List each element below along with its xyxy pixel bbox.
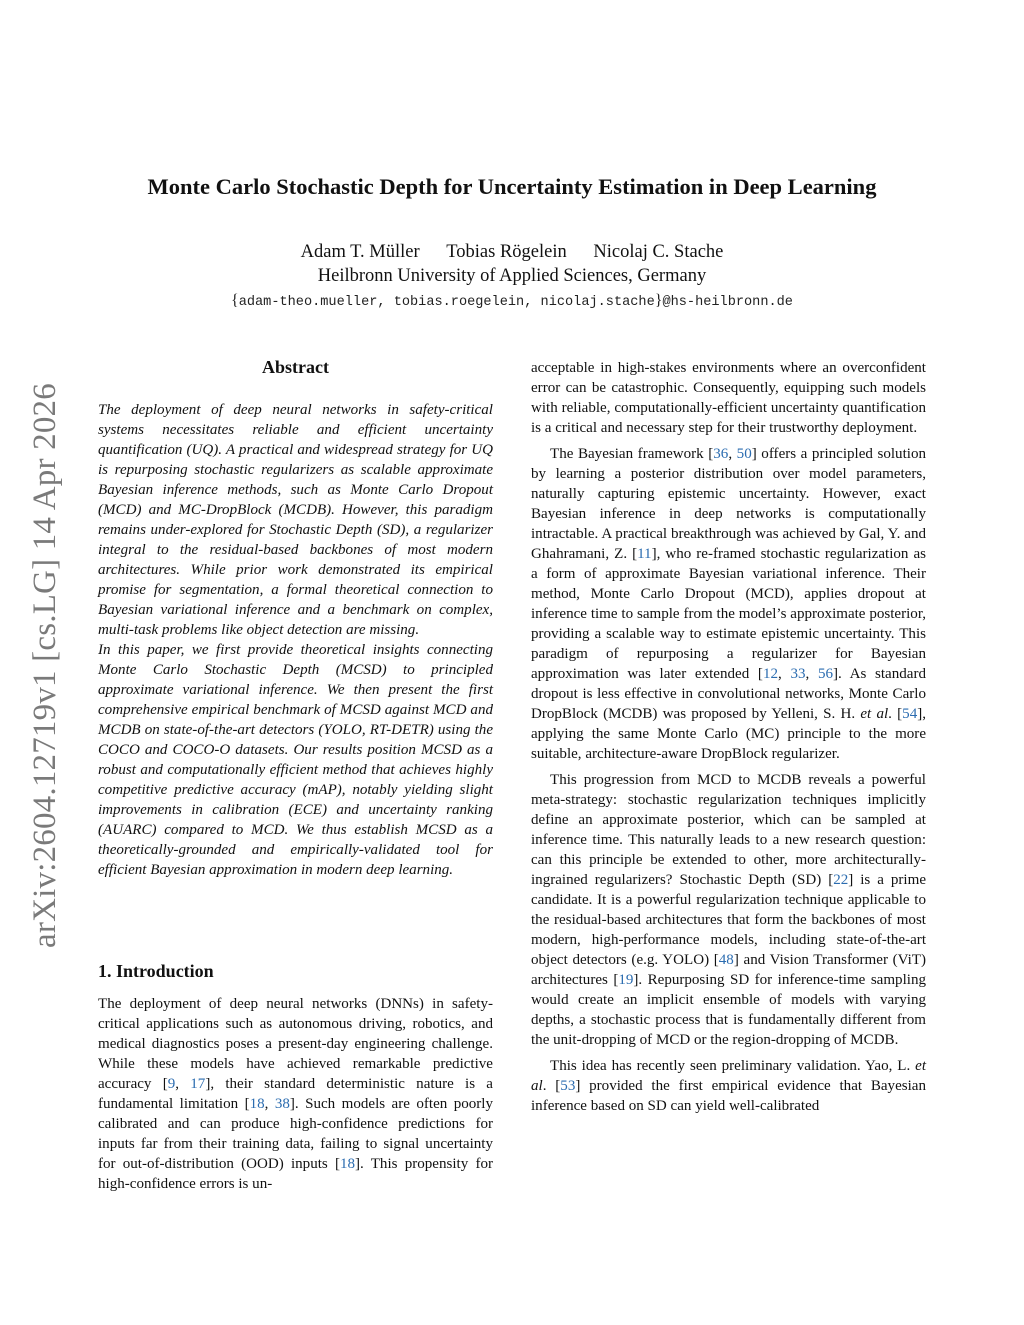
body-text: The Bayesian framework [	[550, 446, 714, 462]
body-text: ] is a prime candidate. It is a powerful regularization technique applicable to the residual-based architectures that form the backbones of most modern, high-performance models, including state-of-the-art object detectors (e.g. YOLO) [	[531, 872, 926, 968]
author-list	[100, 240, 924, 264]
paper-title: Monte Carlo Stochastic Depth for Uncertainty Estimation in Deep Learning	[147, 174, 877, 199]
body-text: ]. This propensity for high-confidence errors is un-	[98, 1156, 493, 1192]
citation-link[interactable]: 53	[560, 1078, 576, 1094]
body-text: ,	[175, 1076, 191, 1092]
affiliation: Heilbronn University of Applied Sciences, Germany	[317, 266, 707, 286]
citation-link[interactable]: 54	[902, 706, 918, 722]
citation-link[interactable]: 22	[833, 872, 849, 888]
body-text: This progression from MCD to MCDB reveals a powerful meta-strategy: stochastic regularization techniques implicitly define an approximate posterior, which can be sampled at inference time. This naturally leads to a new research question: can this principle be extended to other, more architecturally-ingrained regularizers? Stochastic Depth (SD) [	[531, 772, 926, 888]
body-text: . [	[542, 1078, 561, 1094]
body-text: ,	[777, 666, 791, 682]
citation-link[interactable]: 48	[718, 952, 734, 968]
abstract-paragraph: The deployment of deep neural networks in safety-critical systems necessitates reliable and efficient uncertainty quantification (UQ). A practical and widespread strategy for UQ is repurposing stochastic regularizers as scalable approximate Bayesian inference methods, such as Monte Carlo Dropout (MCD) and MC-DropBlock (MCDB). However, this paradigm remains under-explored for Stochastic Depth (SD), a regularizer integral to the residual-based backbones of most modern architectures. While prior work demonstrated its empirical promise for segmentation, a formal theoretical connection to Bayesian variational inference and a benchmark on complex, multi-task problems like object detection are missing.	[98, 402, 493, 638]
body-text: ] offers a principled solution by learning a posterior distribution over model parameters, naturally capturing epistemic uncertainty. However, exact Bayesian inference in deep networks is computationally intractable. A practical breakthrough was achieved by Gal, Y. and Ghahramani, Z. [	[531, 446, 926, 562]
abstract-paragraph: In this paper, we first provide theoretical insights connecting Monte Carlo Stochastic Depth (MCSD) to principled approximate variational inference. We then present the first comprehensive empirical benchmark of MCSD against MCD and MCDB on state-of-the-art detectors (YOLO, RT-DETR) using the COCO and COCO-O datasets. Our results position MCSD as a robust and computationally efficient method that achieves highly competitive predictive accuracy (mAP), notably yielding slight improvements in calibration (ECE) and uncertainty ranking (AUARC) compared to MCD. We thus establish MCSD as a theoretically-grounded and empirically-validated tool for efficient Bayesian approximation in modern deep learning.	[98, 642, 493, 878]
body-paragraph	[531, 770, 926, 1050]
citation-link[interactable]: 11	[637, 546, 652, 562]
citation-link[interactable]: 18	[339, 1156, 356, 1172]
author-name: Nicolaj C. Stache	[593, 242, 724, 262]
author-name: Tobias Rögelein	[446, 242, 567, 262]
body-text: ], who re-framed stochastic regularization as a form of approximate Bayesian variational inference. Their method, Monte Carlo Dropout (MCD), applies dropout at inference time to sample from the model’s approximate posterior, providing a scalable way to estimate epistemic uncertainty. This paradigm of repurposing a regularizer for Bayesian approximation was later extended [	[531, 546, 926, 682]
citation-link[interactable]: 36	[713, 446, 729, 462]
email-names: adam-theo.mueller, tobias.roegelein, nicolaj.stache	[238, 295, 655, 310]
email-close-brace: }	[654, 292, 663, 309]
body-text: The deployment of deep neural networks (DNNs) in safety-critical applications such as autonomous driving, robotics, and medical diagnostics poses a present-day engineering challenge. While these models have achieved remarkable predictive accuracy [	[98, 996, 493, 1092]
body-text: ]. As standard dropout is less effective in convolutional networks, Monte Carlo DropBlock (MCDB) was proposed by Yelleni, S. H.	[531, 666, 926, 722]
emphasis-et-al: et al	[860, 706, 889, 722]
citation-link[interactable]: 12	[762, 666, 778, 682]
body-text: ,	[264, 1096, 275, 1112]
body-text: ]. Such models are often poorly calibrated and can produce high-confidence predictions for inputs far from their training data, failing to signal uncertainty for out-of-distribution (OOD) inputs [	[98, 1096, 493, 1172]
arxiv-stamp-text: arXiv:2604.12719v1 [cs.LG] 14 Apr 2026	[26, 382, 63, 948]
body-text: This idea has recently seen preliminary validation. Yao, L.	[550, 1058, 916, 1074]
body-paragraph: acceptable in high-stakes environments where an overconfident error can be catastrophic. Consequently, equipping such models with reliable, computationally-efficient uncertainty quantification is a critical and necessary step for their trustworthy deployment.	[531, 360, 926, 436]
body-text: . [	[888, 706, 903, 722]
body-text: ], applying the same Monte Carlo (MC) principle to the more suitable, architecture-aware DropBlock regularizer.	[531, 706, 926, 762]
author-name: Adam T. Müller	[300, 242, 420, 262]
body-text: ,	[805, 666, 818, 682]
citation-link[interactable]: 17	[190, 1076, 206, 1092]
body-text: ] provided the first empirical evidence that Bayesian inference based on SD can yield well-calibrated	[531, 1078, 926, 1114]
citation-link[interactable]: 9	[167, 1076, 176, 1092]
body-text: ]. Repurposing SD for inference-time sampling would create an implicit ensemble of models with varying depths, a stochastic process that is fundamentally different from the unit-dropping of MCD or the region-dropping of MCDB.	[531, 972, 926, 1048]
email-domain: @hs-heilbronn.de	[662, 295, 793, 310]
arxiv-stamp	[20, 370, 70, 960]
citation-link[interactable]: 50	[736, 446, 752, 462]
body-paragraph	[531, 444, 926, 764]
intro-left-column	[98, 994, 493, 1194]
body-paragraph	[98, 994, 493, 1194]
right-column	[531, 358, 926, 1116]
body-paragraph	[531, 1056, 926, 1116]
emphasis-et-al: et al	[531, 1058, 926, 1094]
citation-link[interactable]: 18	[249, 1096, 265, 1112]
abstract-heading: Abstract	[262, 357, 329, 377]
abstract-body	[98, 400, 493, 880]
body-text: ,	[728, 446, 737, 462]
citation-link[interactable]: 19	[618, 972, 634, 988]
citation-link[interactable]: 56	[817, 666, 833, 682]
section-heading-introduction: 1. Introduction	[98, 961, 214, 981]
email-open-brace: {	[231, 292, 239, 309]
citation-link[interactable]: 33	[790, 666, 806, 682]
body-text: ] and Vision Transformer (ViT) architectures [	[531, 952, 926, 988]
body-text: ], their standard deterministic nature is a fundamental limitation [	[98, 1076, 493, 1112]
citation-link[interactable]: 38	[274, 1096, 290, 1112]
author-emails	[60, 291, 964, 313]
